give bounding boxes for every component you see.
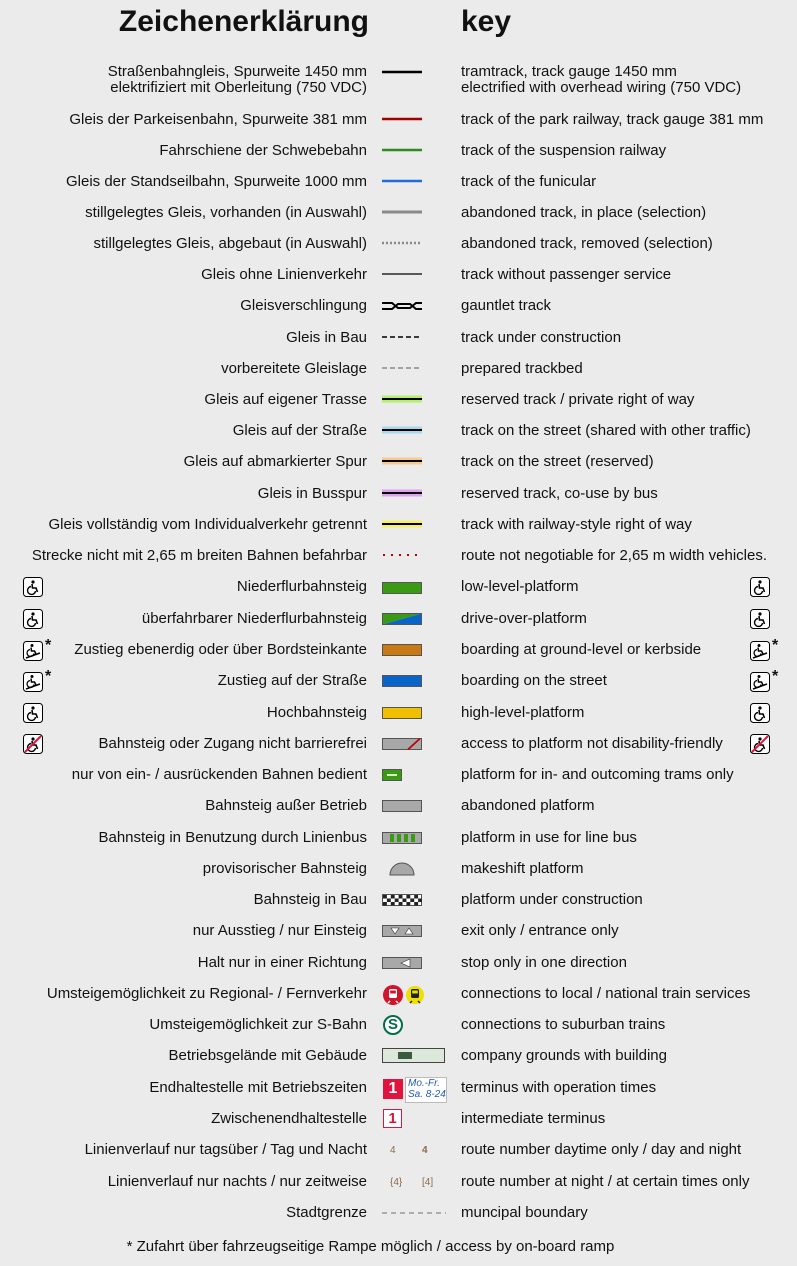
symbol-width-restriction — [380, 552, 424, 558]
label-de: Gleisverschlingung — [240, 297, 367, 314]
no-wheelchair-icon — [23, 734, 43, 754]
label-en: terminus with operation times — [461, 1079, 657, 1096]
symbol-abandoned-platform — [380, 799, 424, 813]
symbol-bus-lane-track — [380, 488, 424, 498]
symbol-depot-platform — [380, 768, 424, 782]
symbol-drive-over-platform — [380, 612, 424, 626]
label-de: Gleis auf der Straße — [232, 422, 367, 439]
label-de: Umsteigemöglichkeit zur S-Bahn — [149, 1016, 367, 1033]
route-daynight-number: 4 — [422, 1145, 428, 1156]
label-en: exit only / entrance only — [461, 922, 619, 939]
label-de: stillgelegtes Gleis, vorhanden (in Auswahl) — [85, 204, 367, 221]
checker-square — [391, 895, 395, 899]
symbol-street-track — [380, 425, 424, 435]
symbol-company-grounds — [380, 1047, 424, 1065]
symbol-municipal-boundary — [380, 1210, 424, 1216]
title-german: Zeichenerklärung — [118, 5, 369, 38]
wheelchair-icon — [23, 609, 43, 629]
checker-square — [399, 902, 403, 906]
ramp-wheelchair-icon — [750, 641, 770, 661]
route-night-number: {4} — [390, 1177, 403, 1188]
symbol-one-direction — [380, 956, 424, 970]
sbahn-letter: S — [383, 1015, 403, 1035]
label-en: gauntlet track — [461, 297, 552, 314]
label-de: Gleis vollständig vom Individualverkehr getrennt — [48, 516, 367, 533]
label-en: abandoned platform — [461, 797, 595, 814]
symbol-makeshift-platform — [380, 861, 424, 877]
label-de: Zustieg ebenerdig oder über Bordsteinkante — [74, 641, 367, 658]
label-en: route number daytime only / day and night — [461, 1141, 742, 1158]
label-en: abandoned track, in place (selection) — [461, 204, 707, 221]
label-en: track with railway-style right of way — [461, 516, 692, 533]
footnote-asterisk: * — [45, 668, 52, 685]
checker-square — [414, 895, 418, 899]
label-en: track without passenger service — [461, 266, 672, 283]
wheelchair-icon — [23, 703, 43, 723]
checker-square — [399, 895, 403, 899]
label-de: nur von ein- / ausrückenden Bahnen bedient — [71, 766, 367, 783]
label-de: Gleis auf abmarkierter Spur — [183, 453, 367, 470]
symbol-bus-platform — [380, 831, 424, 845]
label-en: makeshift platform — [461, 860, 584, 877]
checker-square — [395, 899, 399, 903]
label-de: Hochbahnsteig — [266, 704, 367, 721]
footnote-asterisk: * — [45, 637, 52, 654]
label-de: nur Ausstieg / nur Einsteig — [192, 922, 367, 939]
checker-square — [403, 899, 407, 903]
symbol-gauntlet-track — [380, 298, 424, 314]
symbol-suspension-rail — [380, 147, 424, 153]
symbol-street-platform — [380, 674, 424, 688]
symbol-ground-platform — [380, 643, 424, 657]
label-en: high-level-platform — [461, 704, 585, 721]
symbol-high-platform — [380, 706, 424, 720]
label-en: reserved track / private right of way — [461, 391, 695, 408]
checker-square — [418, 899, 422, 903]
label-en: low-level-platform — [461, 578, 579, 595]
label-en: connections to local / national train services — [461, 985, 751, 1002]
ramp-wheelchair-icon — [23, 672, 43, 692]
label-en: stop only in one direction — [461, 954, 627, 971]
label-de: Fahrschiene der Schwebebahn — [159, 142, 367, 159]
label-en-line1: tramtrack, track gauge 1450 mm — [461, 63, 677, 80]
checker-square — [387, 899, 391, 903]
intermediate-number: 1 — [383, 1109, 402, 1128]
label-en: company grounds with building — [461, 1047, 667, 1064]
label-de: Gleis auf eigener Trasse — [204, 391, 367, 408]
label-de: Gleis in Bau — [286, 329, 367, 346]
label-en: platform under construction — [461, 891, 643, 908]
symbol-no-service-track — [380, 271, 424, 277]
label-en: muncipal boundary — [461, 1204, 588, 1221]
train-connection-icons — [380, 984, 424, 1006]
checker-square — [414, 902, 418, 906]
symbol-park-railway-track — [380, 116, 424, 122]
label-en: track of the suspension railway — [461, 142, 667, 159]
label-de: Betriebsgelände mit Gebäude — [168, 1047, 367, 1064]
label-de: vorbereitete Gleislage — [221, 360, 367, 377]
label-de: Zwischenendhaltestelle — [211, 1110, 367, 1127]
label-de-line2: elektrifiziert mit Oberleitung (750 VDC) — [110, 79, 367, 96]
label-de: stillgelegtes Gleis, abgebaut (in Auswahl) — [93, 235, 367, 252]
footnote-asterisk: * — [772, 668, 779, 685]
label-de: Bahnsteig in Benutzung durch Linienbus — [98, 829, 367, 846]
symbol-abandoned-track — [380, 209, 424, 215]
label-de: Strecke nicht mit 2,65 m breiten Bahnen befahrbar — [31, 547, 367, 564]
national-train-icon — [406, 986, 424, 1004]
no-wheelchair-icon — [750, 734, 770, 754]
label-de: Stadtgrenze — [286, 1204, 367, 1221]
label-en-line2: electrified with overhead wiring (750 VDC) — [461, 79, 742, 96]
regional-train-icon — [383, 985, 403, 1005]
label-de: Umsteigemöglichkeit zu Regional- / Fernverkehr — [46, 985, 367, 1002]
label-en: boarding on the street — [461, 672, 607, 689]
label-de: Gleis der Parkeisenbahn, Spurweite 381 mm — [69, 111, 367, 128]
symbol-reserved-track — [380, 394, 424, 404]
footnote-asterisk: * — [772, 637, 779, 654]
label-de: Gleis der Standseilbahn, Spurweite 1000 mm — [66, 173, 367, 190]
label-de: Bahnsteig außer Betrieb — [205, 797, 367, 814]
label-de: Bahnsteig oder Zugang nicht barrierefrei — [98, 735, 367, 752]
label-en: track on the street (reserved) — [461, 453, 654, 470]
label-de: Linienverlauf nur tagsüber / Tag und Nacht — [84, 1141, 367, 1158]
label-de: Gleis ohne Linienverkehr — [201, 266, 367, 283]
ramp-wheelchair-icon — [23, 641, 43, 661]
title-english: key — [461, 5, 512, 38]
terminus-times-saturday: Sa. 8-24 — [408, 1089, 446, 1100]
ramp-wheelchair-icon — [750, 672, 770, 692]
symbol-separated-track — [380, 519, 424, 529]
checker-square — [410, 899, 414, 903]
route-day-number: 4 — [390, 1145, 396, 1156]
label-en: intermediate terminus — [461, 1110, 606, 1127]
wheelchair-icon — [750, 703, 770, 723]
label-en: boarding at ground-level or kerbside — [461, 641, 702, 658]
label-en: platform in use for line bus — [461, 829, 637, 846]
symbol-low-platform — [380, 581, 424, 595]
label-en: route number at night / at certain times only — [461, 1173, 750, 1190]
label-en: platform for in- and outcoming trams only — [461, 766, 734, 783]
symbol-exit-entrance — [380, 924, 424, 938]
symbol-removed-track — [380, 240, 424, 246]
wheelchair-icon — [750, 609, 770, 629]
label-en: track of the funicular — [461, 173, 597, 190]
wheelchair-icon — [750, 577, 770, 597]
label-en: track under construction — [461, 329, 622, 346]
label-de-line1: Straßenbahngleis, Spurweite 1450 mm — [107, 63, 367, 80]
label-en: drive-over-platform — [461, 610, 587, 627]
label-de: Niederflurbahnsteig — [236, 578, 367, 595]
symbol-prepared-trackbed — [380, 365, 424, 371]
checker-square — [406, 895, 410, 899]
checker-square — [383, 902, 387, 906]
label-de: Zustieg auf der Straße — [217, 672, 367, 689]
label-en: route not negotiable for 2,65 m width vehicles. — [461, 547, 768, 564]
symbol-funicular-track — [380, 178, 424, 184]
label-en: access to platform not disability-friendly — [461, 735, 723, 752]
label-de: Gleis in Busspur — [257, 485, 367, 502]
footnote: * Zufahrt über fahrzeugseitige Rampe möglich / access by on-board ramp — [126, 1238, 615, 1255]
label-en: abandoned track, removed (selection) — [461, 235, 713, 252]
terminus-number: 1 — [383, 1079, 403, 1099]
checker-square — [406, 902, 410, 906]
label-de: Linienverlauf nur nachts / nur zeitweise — [107, 1173, 367, 1190]
label-de: überfahrbarer Niederflurbahnsteig — [141, 610, 367, 627]
wheelchair-icon — [23, 577, 43, 597]
symbol-marked-lane-track — [380, 456, 424, 466]
route-times-number: [4] — [422, 1177, 434, 1188]
label-en: reserved track, co-use by bus — [461, 485, 658, 502]
label-en: prepared trackbed — [461, 360, 583, 377]
checker-square — [391, 902, 395, 906]
symbol-construction-track — [380, 334, 424, 340]
terminus-times-weekday: Mo.-Fr. — [408, 1078, 440, 1089]
symbol-platform-construction — [380, 893, 424, 907]
label-de: provisorischer Bahnsteig — [202, 860, 367, 877]
label-en: track on the street (shared with other traffic) — [461, 422, 751, 439]
label-de: Bahnsteig in Bau — [253, 891, 367, 908]
label-de: Endhaltestelle mit Betriebszeiten — [149, 1079, 367, 1096]
checker-square — [383, 895, 387, 899]
label-en: connections to suburban trains — [461, 1016, 666, 1033]
symbol-not-accessible-platform — [380, 737, 424, 751]
symbol-tramtrack — [380, 69, 424, 75]
label-de: Halt nur in einer Richtung — [197, 954, 367, 971]
terminus-times-box — [405, 1077, 447, 1103]
label-en: track of the park railway, track gauge 381 mm — [461, 111, 764, 128]
